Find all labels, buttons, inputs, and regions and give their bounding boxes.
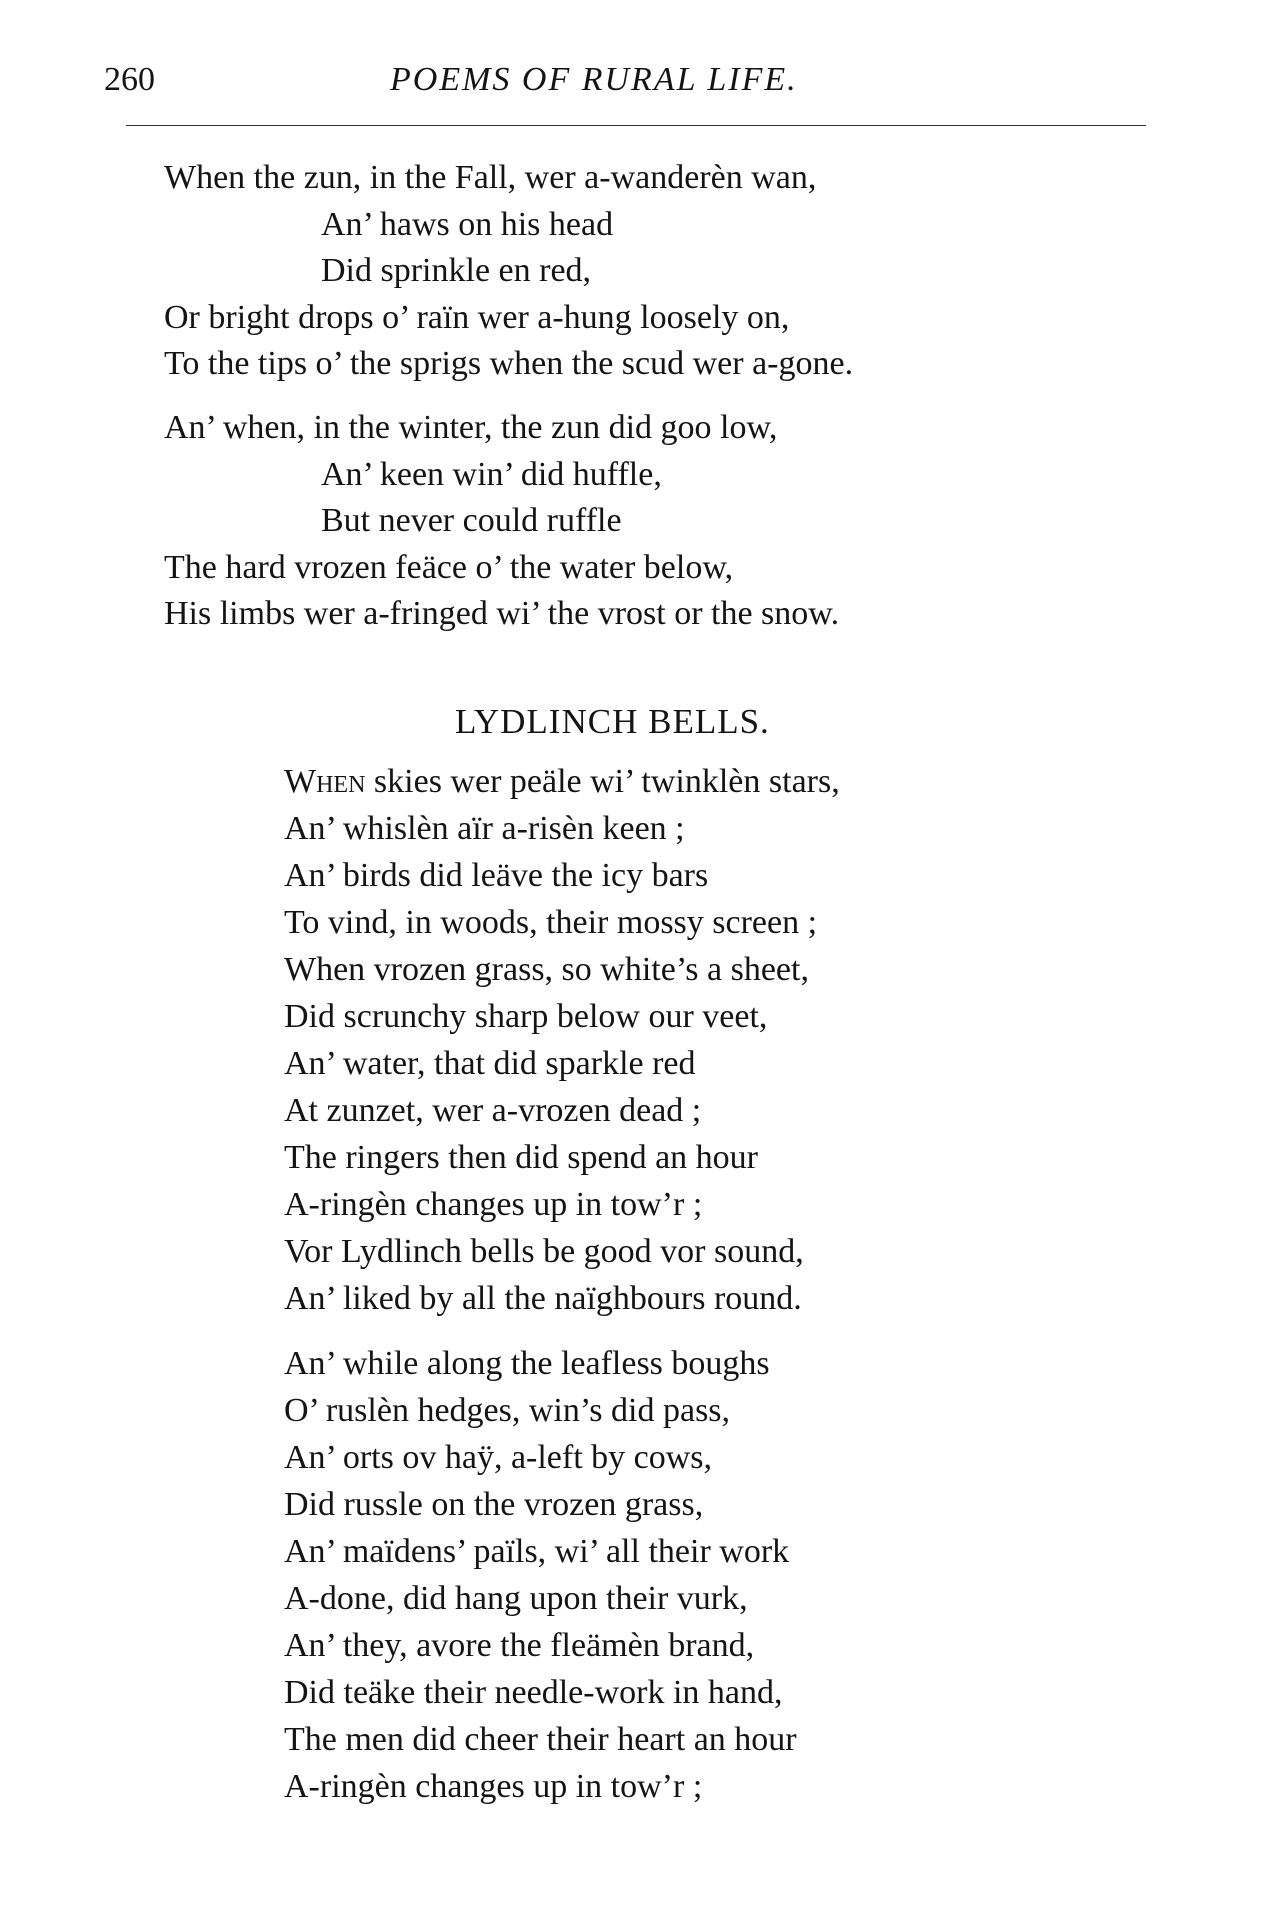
first-word: When bbox=[284, 763, 366, 800]
verse-line: An’ while along the leafless boughs bbox=[284, 1345, 770, 1382]
verse-line: The hard vrozen feäce o’ the water below, bbox=[164, 548, 734, 586]
poem-stanza-1 bbox=[0, 758, 1262, 1322]
prev-poem-stanza-2 bbox=[0, 405, 1262, 638]
verse-line: An’ they, avore the fleämèn brand, bbox=[284, 1627, 755, 1664]
verse-line: An’ water, that did sparkle red bbox=[284, 1045, 696, 1082]
verse-line: When the zun, in the Fall, wer a-wanderèn wan, bbox=[164, 159, 817, 196]
verse-line: An’ keen win’ did huffle, bbox=[321, 455, 662, 493]
verse-line: At zunzet, wer a-vrozen dead ; bbox=[284, 1092, 702, 1129]
verse-line: The men did cheer their heart an hour bbox=[284, 1721, 797, 1758]
running-head: POEMS OF RURAL LIFE. bbox=[390, 61, 798, 98]
verse-line: An’ whislèn aïr a-risèn keen ; bbox=[284, 810, 685, 847]
verse-line-text: skies wer peäle wi’ twinklèn stars, bbox=[373, 763, 840, 800]
verse-line: Did scrunchy sharp below our veet, bbox=[284, 998, 768, 1035]
verse-line: When vrozen grass, so white’s a sheet, bbox=[284, 951, 809, 988]
verse-line: An’ when, in the winter, the zun did goo low, bbox=[164, 409, 778, 446]
poem-title: LYDLINCH BELLS. bbox=[455, 702, 770, 741]
verse-line: But never could ruffle bbox=[321, 502, 622, 539]
verse-line: Or bright drops o’ raïn wer a-hung loosely on, bbox=[164, 298, 790, 336]
verse-line: To the tips o’ the sprigs when the scud wer a-gone. bbox=[164, 345, 854, 382]
verse-line: A-ringèn changes up in tow’r ; bbox=[284, 1186, 703, 1223]
verse-line: A-done, did hang upon their vurk, bbox=[284, 1580, 748, 1617]
verse-line: His limbs wer a-fringed wi’ the vrost or the snow. bbox=[164, 595, 840, 632]
verse-line: An’ haws on his head bbox=[321, 205, 614, 243]
verse-line: O’ ruslèn hedges, win’s did pass, bbox=[284, 1392, 731, 1429]
verse-line: Did teäke their needle-work in hand, bbox=[284, 1674, 783, 1711]
verse-line: Did sprinkle en red, bbox=[321, 252, 592, 289]
verse-line: The ringers then did spend an hour bbox=[284, 1139, 758, 1176]
verse-line: An’ orts ov haÿ, a-left by cows, bbox=[284, 1439, 713, 1476]
verse-line: An’ birds did leäve the icy bars bbox=[284, 857, 709, 894]
verse-line: To vind, in woods, their mossy screen ; bbox=[284, 904, 818, 941]
verse-line: Vor Lydlinch bells be good vor sound, bbox=[284, 1233, 804, 1270]
verse-line: A-ringèn changes up in tow’r ; bbox=[284, 1768, 703, 1805]
verse-line bbox=[284, 758, 1262, 805]
poem-stanza-2 bbox=[0, 1340, 1262, 1810]
page-header bbox=[0, 0, 1262, 140]
page-number: 260 bbox=[104, 61, 155, 98]
header-rule bbox=[126, 125, 1146, 126]
verse-line: An’ liked by all the naïghbours round. bbox=[284, 1280, 802, 1317]
prev-poem-stanza-1 bbox=[0, 155, 1262, 388]
verse-line: An’ maïdens’ païls, wi’ all their work bbox=[284, 1533, 790, 1570]
verse-line: Did russle on the vrozen grass, bbox=[284, 1486, 704, 1523]
